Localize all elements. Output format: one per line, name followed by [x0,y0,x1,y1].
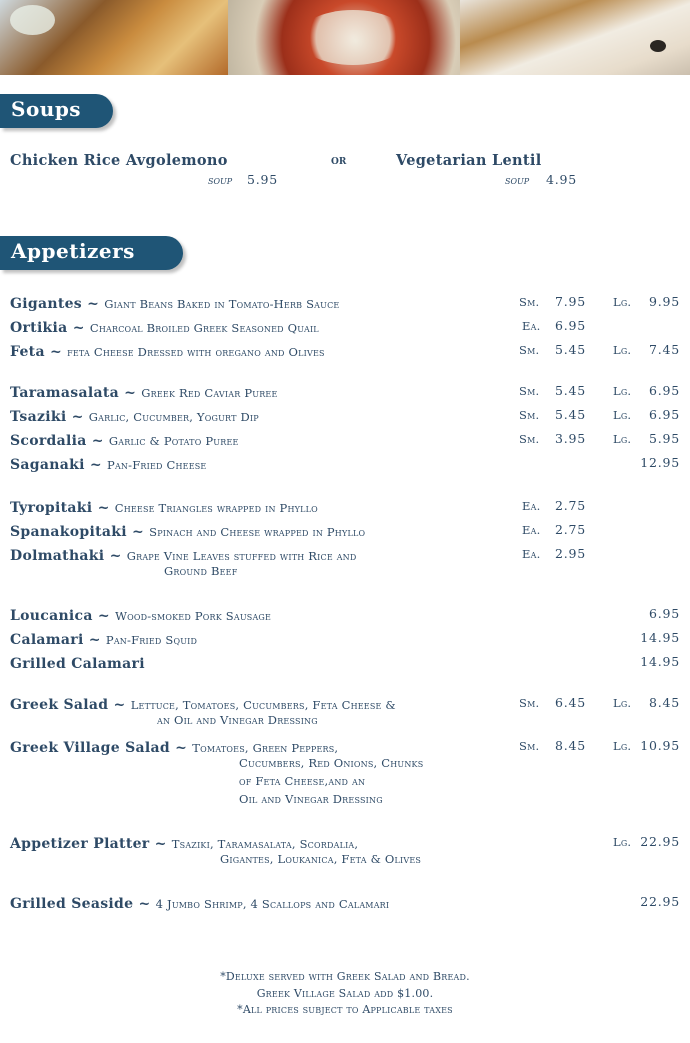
menu-item-description: Lettuce, Tomatoes, Cucumbers, Feta Cheese & [130,698,396,712]
size-label: Lg. [613,384,632,398]
menu-item [10,454,680,472]
size-label: Lg. [613,432,632,446]
menu-item-name: Scordalia ~ [10,433,104,449]
soups-or-separator: or [331,153,347,168]
menu-item [10,521,680,539]
menu-item-name: Saganaki ~ [10,457,102,473]
menu-item [10,893,680,911]
menu-item-name: Greek Village Salad ~ [10,740,188,756]
price: 5.45 [555,342,587,357]
price: 2.75 [555,498,587,513]
menu-item-description: Cucumbers, Red Onions, Chunks [239,756,424,770]
price: 5.45 [555,383,587,398]
menu-item [10,629,680,647]
menu-item-description: Giant Beans Baked in Tomato-Herb Sauce [104,297,340,311]
size-label: Ea. [522,547,541,561]
menu-item-description: Greek Red Caviar Puree [141,386,278,400]
menu-item-description: of Feta Cheese,and an [239,774,366,788]
footnote-taxes: *All prices subject to Applicable taxes [237,1003,453,1016]
menu-item-name: Appetizer Platter ~ [10,836,167,852]
soup-item-name: Chicken Rice Avgolemono [10,152,228,169]
menu-item-description: Garlic & Potato Puree [108,434,239,448]
price: 2.75 [555,522,587,537]
menu-item-description: Gigantes, Loukanica, Feta & Olives [220,852,422,866]
menu-item-description: Grape Vine Leaves stuffed with Rice and [126,549,357,563]
menu-item-description: Wood-smoked Pork Sausage [115,609,272,623]
menu-item [10,605,680,623]
soup-item-name: Vegetarian Lentil [396,152,542,169]
menu-item-name: Ortikia ~ [10,320,85,336]
menu-item-description: Tomatoes, Green Peppers, [192,741,339,755]
price: 2.95 [555,546,587,561]
menu-item [10,293,680,311]
menu-item [10,382,680,400]
menu-item-description: Cheese Triangles wrapped in Phyllo [114,501,318,515]
menu-item-name: Spanakopitaki ~ [10,524,145,540]
menu-item [10,430,680,448]
menu-item-name: Tsaziki ~ [10,409,84,425]
menu-item [10,317,680,335]
menu-item-description: Garlic, Cucumber, Yogurt Dip [88,410,259,424]
price: 6.95 [648,407,680,422]
soup-item-label: soup [505,173,530,187]
price: 8.45 [555,738,587,753]
size-label: Sm. [519,343,540,357]
food-photo-pasta-dish [228,0,460,75]
size-label: Lg. [613,739,632,753]
price: 7.45 [648,342,680,357]
size-label: Lg. [613,343,632,357]
footnote-village-salad: Greek Village Salad add $1.00. [256,987,434,1000]
size-label: Sm. [519,384,540,398]
menu-item-name: Grilled Calamari [10,656,145,672]
menu-item-description: Pan-Fried Cheese [107,458,207,472]
price: 6.45 [555,695,587,710]
soup-item-price: 5.95 [247,172,279,187]
menu-item-name: Greek Salad ~ [10,697,126,713]
menu-item-description: Oil and Vinegar Dressing [239,792,383,806]
menu-item-description: Charcoal Broiled Greek Seasoned Quail [89,321,319,335]
menu-item-name: Gigantes ~ [10,296,100,312]
size-label: Lg. [613,295,632,309]
price: 6.95 [555,318,587,333]
menu-item-description: Spinach and Cheese wrapped in Phyllo [149,525,366,539]
menu-item-name: Dolmathaki ~ [10,548,122,564]
size-label: Ea. [522,319,541,333]
price: 6.95 [648,606,680,621]
size-label: Sm. [519,408,540,422]
size-label: Sm. [519,696,540,710]
menu-item-description: an Oil and Vinegar Dressing [157,713,318,727]
menu-item [10,653,680,671]
menu-item-name: Taramasalata ~ [10,385,137,401]
menu-item [10,833,680,869]
price: 8.45 [648,695,680,710]
menu-item-description: Pan-Fried Squid [105,633,198,647]
menu-item [10,341,680,359]
price: 10.95 [640,738,680,753]
size-label: Ea. [522,499,541,513]
price: 14.95 [640,654,680,669]
price: 3.95 [555,431,587,446]
menu-item [10,545,680,581]
size-label: Lg. [613,408,632,422]
size-label: Lg. [613,696,632,710]
footnote-deluxe: *Deluxe served with Greek Salad and Bread. [220,970,470,983]
menu-item-name: Tyropitaki ~ [10,500,110,516]
food-photo-strip [0,0,690,75]
price: 22.95 [640,834,680,849]
price: 12.95 [640,455,680,470]
price: 7.95 [555,294,587,309]
appetizers-section-heading: Appetizers [0,236,183,270]
menu-item [10,406,680,424]
food-photo-dip-dish [460,0,690,75]
menu-item-name: Feta ~ [10,344,63,360]
menu-item-description: Ground Beef [164,564,238,578]
price: 6.95 [648,383,680,398]
size-label: Lg. [613,835,632,849]
menu-item [10,497,680,515]
menu-item [10,694,680,730]
price: 5.45 [555,407,587,422]
menu-item-description: Tsaziki, Taramasalata, Scordalia, [171,837,359,851]
size-label: Ea. [522,523,541,537]
menu-item-description: 4 Jumbo Shrimp, 4 Scallops and Calamari [155,897,390,911]
size-label: Sm. [519,739,540,753]
size-label: Sm. [519,295,540,309]
size-label: Sm. [519,432,540,446]
soup-item-label: soup [208,173,233,187]
price: 22.95 [640,894,680,909]
price: 9.95 [648,294,680,309]
food-photo-fried-dish [0,0,228,75]
price: 5.95 [648,431,680,446]
menu-item-description: feta Cheese Dressed with oregano and Olives [67,345,325,359]
price: 14.95 [640,630,680,645]
menu-item-name: Grilled Seaside ~ [10,896,151,912]
menu-item [10,737,680,809]
soups-section-heading: Soups [0,94,113,128]
menu-item-name: Loucanica ~ [10,608,110,624]
menu-item-name: Calamari ~ [10,632,101,648]
soup-item-price: 4.95 [546,172,578,187]
